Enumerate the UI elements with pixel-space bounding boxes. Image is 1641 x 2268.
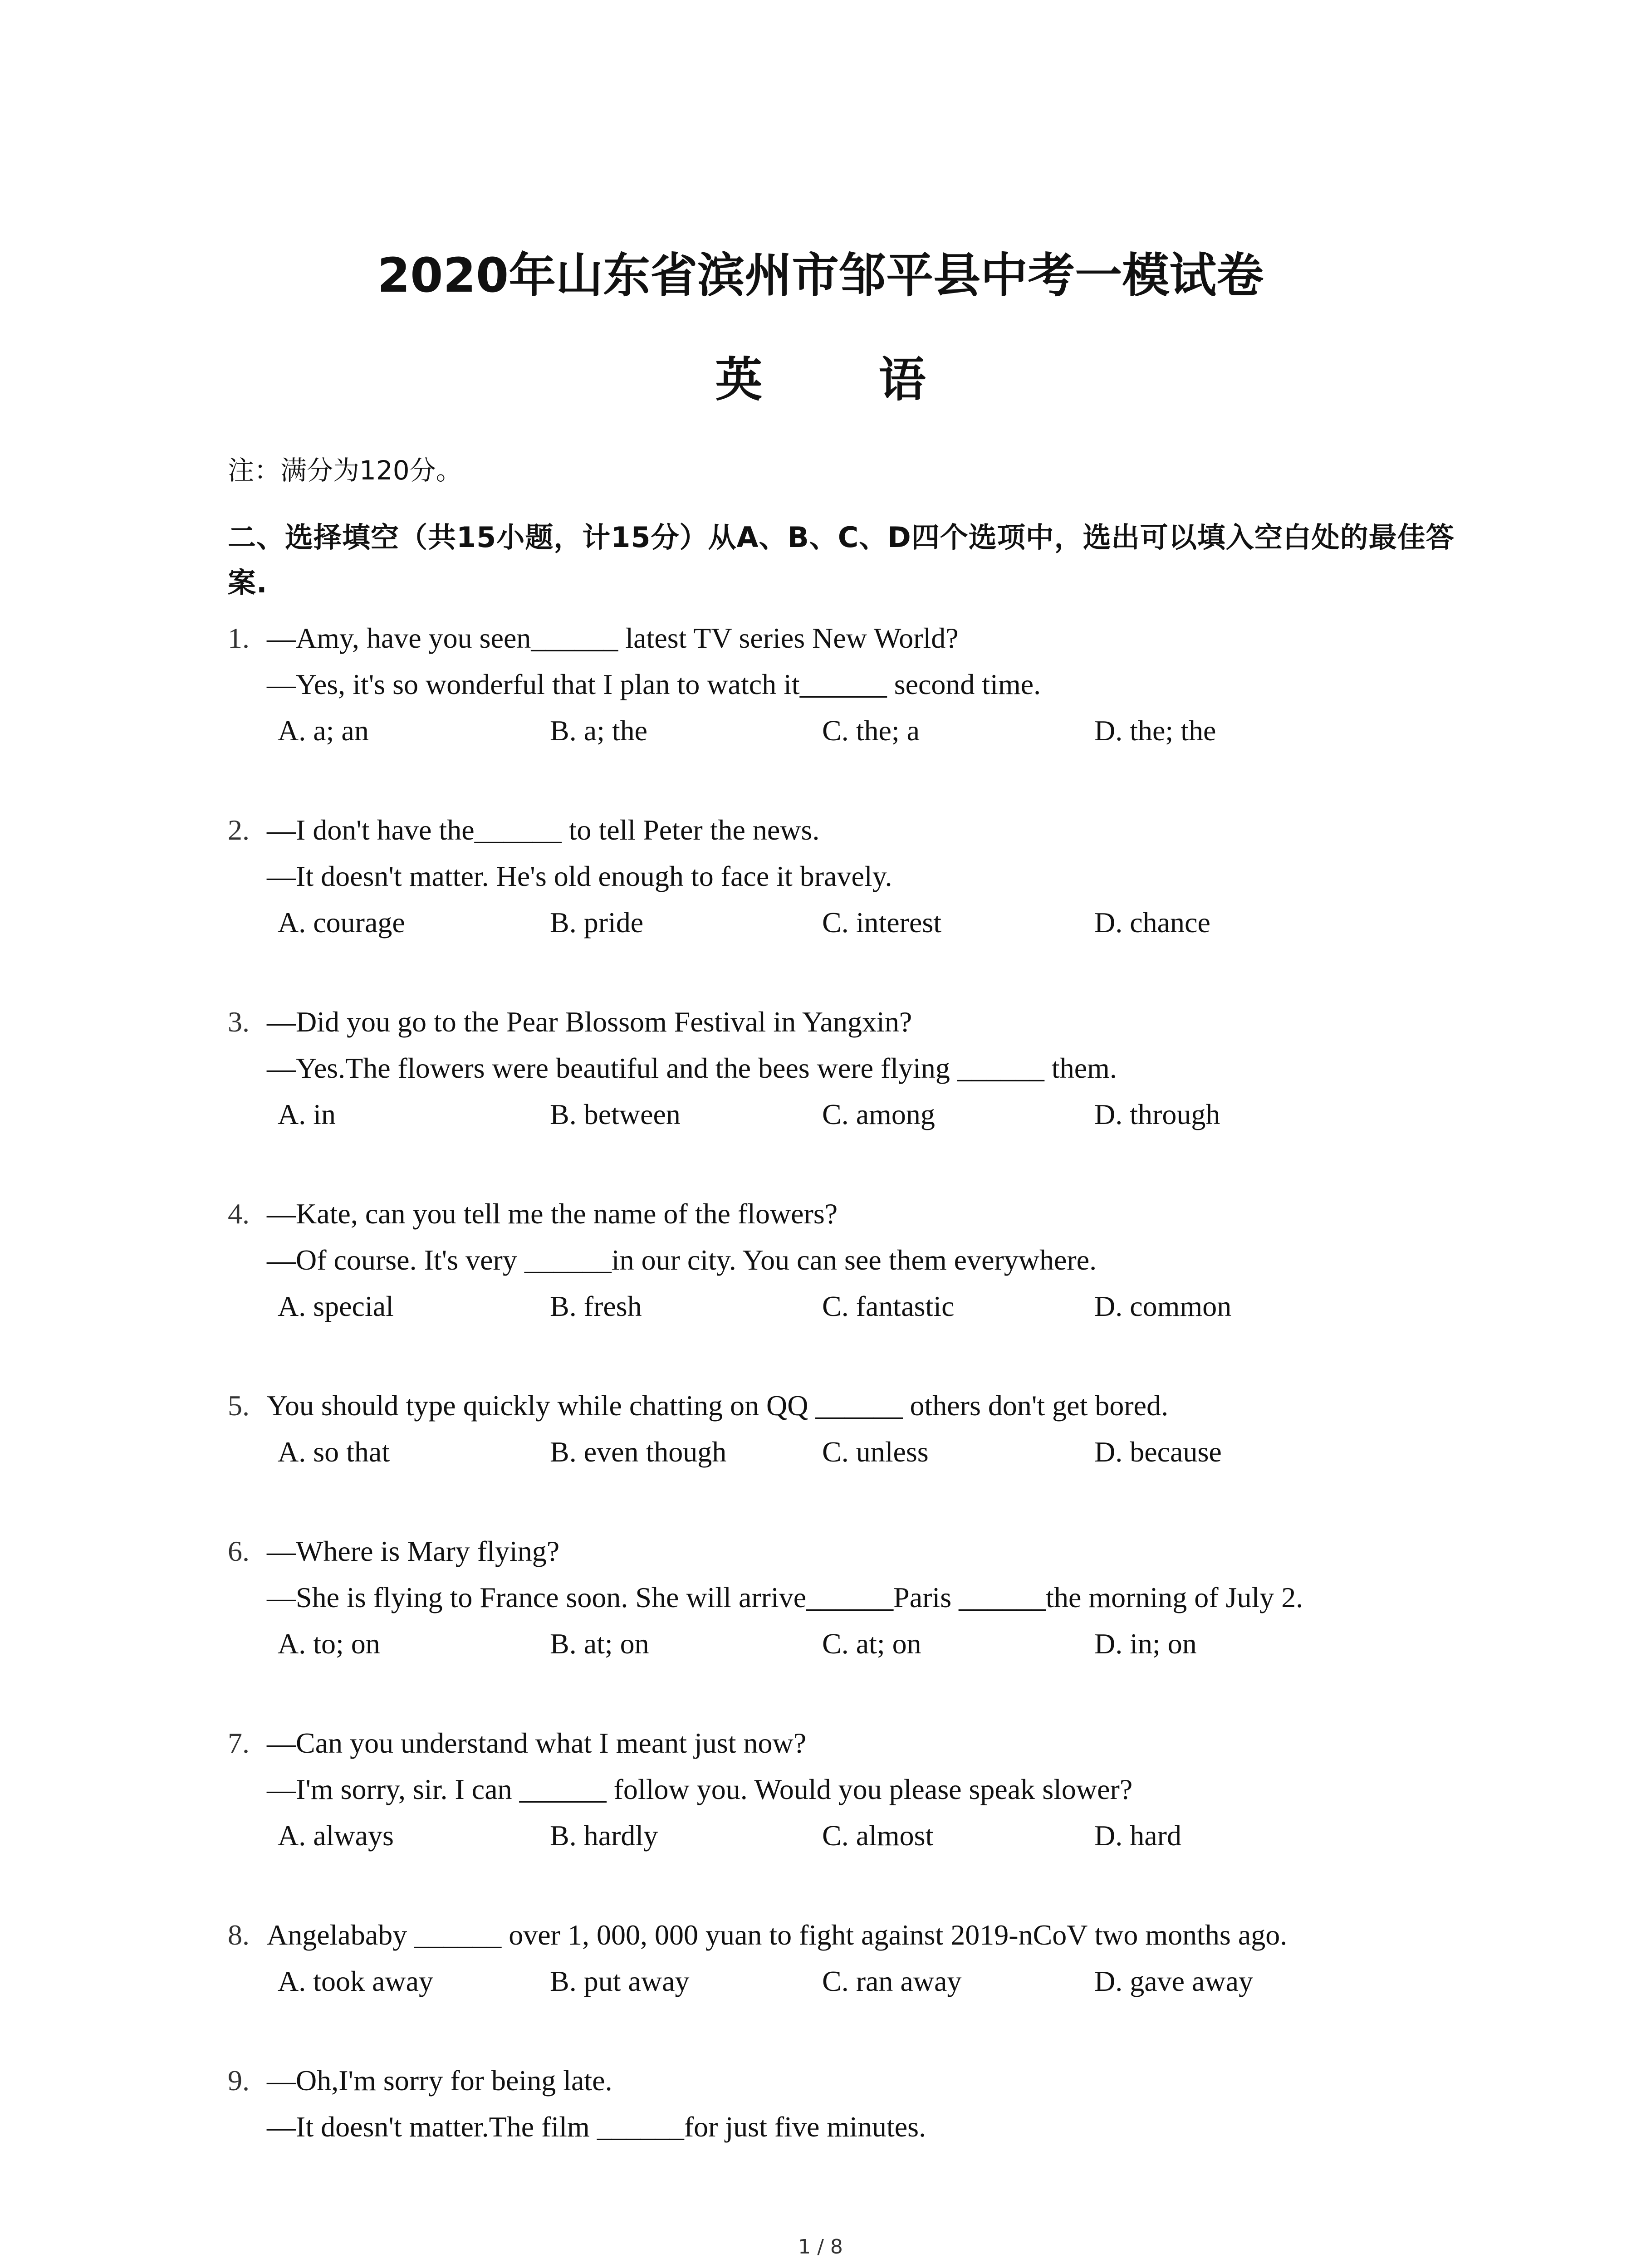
question-number: 6. — [228, 1535, 250, 1567]
question-line — [0, 1046, 1641, 1091]
option-c: C. almost — [822, 1819, 934, 1852]
option-b: B. at; on — [550, 1628, 649, 1660]
option-a: A. so that — [278, 1436, 390, 1468]
option-d: D. hard — [1094, 1819, 1181, 1852]
question-line — [0, 1912, 1641, 1958]
option-a: A. always — [278, 1819, 394, 1852]
question-number: 4. — [228, 1198, 250, 1230]
question-number: 7. — [228, 1727, 250, 1759]
question-line — [0, 2104, 1641, 2150]
option-b: B. fresh — [550, 1290, 642, 1322]
question-text: —Of course. It's very ______in our city. You can see them everywhere. — [267, 1244, 1097, 1276]
question-line — [0, 1767, 1641, 1812]
question-text: —Did you go to the Pear Blossom Festival in Yangxin? — [267, 1006, 912, 1038]
option-d: D. common — [1094, 1290, 1232, 1322]
question-line — [0, 1575, 1641, 1620]
option-d: D. chance — [1094, 906, 1210, 938]
option-b: B. even though — [550, 1436, 727, 1468]
question-text: You should type quickly while chatting on QQ ______ others don't get bored. — [267, 1389, 1169, 1422]
option-d: D. the; the — [1094, 714, 1216, 747]
option-d: D. gave away — [1094, 1965, 1254, 1997]
question-line — [0, 1383, 1641, 1428]
question-line — [0, 616, 1641, 661]
section-heading: 二、选择填空（共15小题，计15分）从A、B、C、D四个选项中，选出可以填入空白处的最佳答案. — [228, 521, 1455, 599]
question-line — [0, 999, 1641, 1045]
option-c: C. interest — [822, 906, 942, 938]
question-line — [0, 1529, 1641, 1574]
question-text: —Kate, can you tell me the name of the flowers? — [267, 1198, 838, 1230]
option-b: B. hardly — [550, 1819, 658, 1852]
option-a: A. to; on — [278, 1628, 380, 1660]
question-line — [0, 662, 1641, 707]
option-b: B. between — [550, 1098, 681, 1130]
option-c: C. fantastic — [822, 1290, 955, 1322]
question-text: —Yes.The flowers were beautiful and the bees were flying ______ them. — [267, 1052, 1117, 1084]
question-text: —Can you understand what I meant just now? — [267, 1727, 807, 1759]
question-line — [0, 1721, 1641, 1766]
option-c: C. ran away — [822, 1965, 962, 1997]
question-text: —Where is Mary flying? — [267, 1535, 560, 1567]
option-a: A. in — [278, 1098, 336, 1130]
option-d: D. through — [1094, 1098, 1220, 1130]
question-text: —Yes, it's so wonderful that I plan to watch it______ second time. — [267, 668, 1041, 700]
question-text: —Oh,I'm sorry for being late. — [267, 2064, 612, 2097]
question-text: —I'm sorry, sir. I can ______ follow you. Would you please speak slower? — [267, 1773, 1133, 1805]
question-number: 1. — [228, 622, 250, 654]
score-note: 注：满分为120分。 — [228, 455, 462, 486]
question-number: 2. — [228, 814, 250, 846]
question-number: 5. — [228, 1389, 250, 1422]
question-text: —Amy, have you seen______ latest TV series New World? — [267, 622, 959, 654]
question-text: —She is flying to France soon. She will arrive______Paris ______the morning of July 2. — [267, 1581, 1303, 1613]
option-a: A. special — [278, 1290, 394, 1322]
option-a: A. took away — [278, 1965, 434, 1997]
option-b: B. a; the — [550, 714, 648, 747]
question-number: 9. — [228, 2064, 250, 2097]
option-c: C. unless — [822, 1436, 929, 1468]
question-number: 3. — [228, 1006, 250, 1038]
option-a: A. courage — [278, 906, 405, 938]
question-text: —It doesn't matter.The film ______for just five minutes. — [267, 2111, 926, 2143]
option-b: B. pride — [550, 906, 644, 938]
option-c: C. the; a — [822, 714, 920, 747]
question-text: —I don't have the______ to tell Peter the news. — [267, 814, 820, 846]
option-c: C. at; on — [822, 1628, 921, 1660]
option-b: B. put away — [550, 1965, 690, 1997]
option-d: D. in; on — [1094, 1628, 1197, 1660]
question-line — [0, 1237, 1641, 1283]
question-line — [0, 854, 1641, 899]
option-c: C. among — [822, 1098, 935, 1130]
option-d: D. because — [1094, 1436, 1222, 1468]
question-line — [0, 807, 1641, 853]
question-line — [0, 2058, 1641, 2103]
option-a: A. a; an — [278, 714, 369, 747]
page-indicator: 1 / 8 — [798, 2235, 843, 2258]
exam-title: 2020年山东省滨州市邹平县中考一模试卷 — [377, 248, 1264, 303]
question-text: Angelababy ______ over 1, 000, 000 yuan to fight against 2019-nCoV two months ago. — [267, 1919, 1288, 1951]
question-text: —It doesn't matter. He's old enough to face it bravely. — [267, 860, 892, 892]
question-line — [0, 1191, 1641, 1237]
question-number: 8. — [228, 1919, 250, 1951]
subject-title: 英 语 — [715, 352, 976, 407]
